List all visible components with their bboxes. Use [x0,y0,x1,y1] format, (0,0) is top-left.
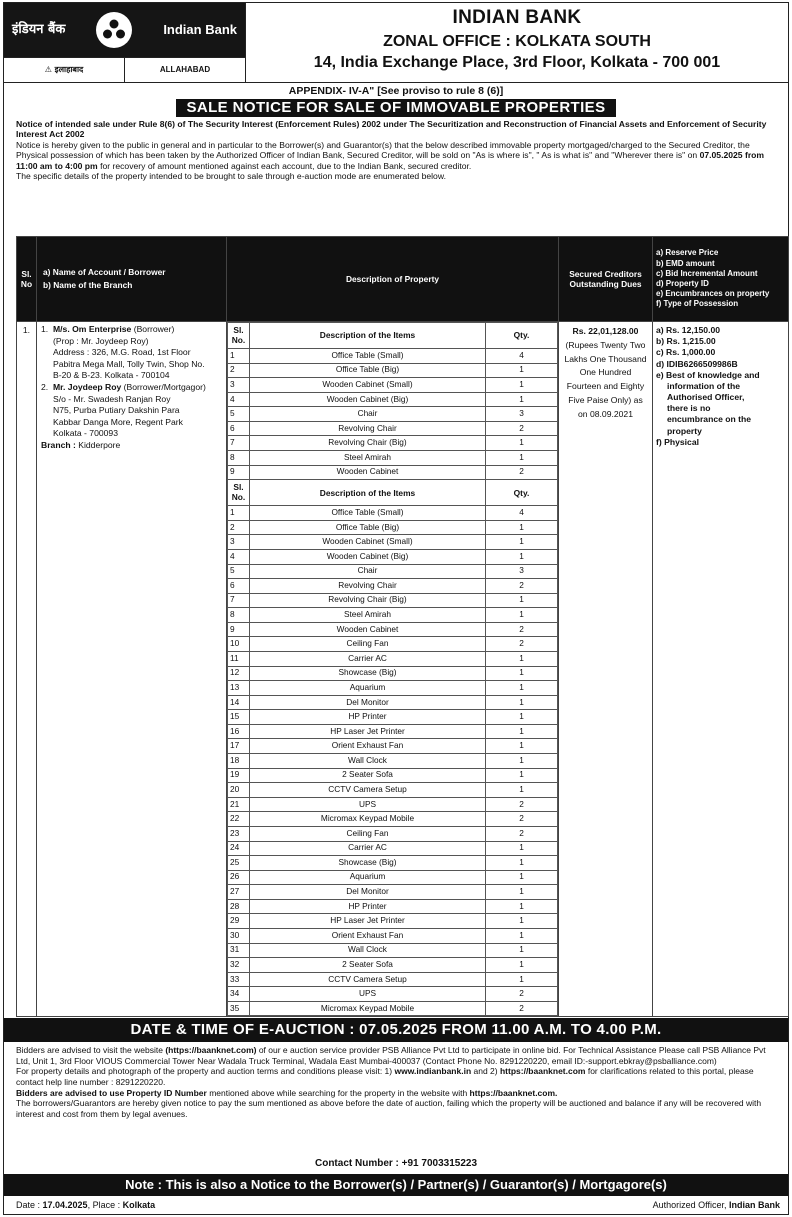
items-header-row [228,323,558,349]
dues-amount: Rs. 22,01,128.00 [572,326,639,336]
items-col-sl: Sl. No. [228,323,250,349]
item-qty: 1 [486,754,558,769]
item-desc: Ceiling Fan [250,826,486,841]
encumbrance-line: Authorised Officer, [667,392,745,403]
item-sl: 25 [228,856,250,871]
item-desc: Chair [250,407,486,422]
item-sl: 5 [228,407,250,422]
item-desc: Office Table (Small) [250,349,486,364]
item-row [228,943,558,958]
office-address: 14, India Exchange Place, 3rd Floor, Kolkata - 700 001 [313,53,721,71]
item-sl: 11 [228,651,250,666]
item-row [228,710,558,725]
item-desc: Office Table (Big) [250,363,486,378]
date-place [16,1200,155,1211]
item-row [228,421,558,436]
item-desc: Del Monitor [250,885,486,900]
branch-line [41,440,222,452]
item-qty: 1 [486,928,558,943]
officer-bank: Indian Bank [728,1200,780,1210]
item-sl: 32 [228,958,250,973]
item-desc: Steel Amirah [250,608,486,623]
authorized-officer [653,1200,780,1211]
footer-1a: Bidders are advised to visit the website [16,1045,166,1055]
footer-text [16,1045,780,1119]
item-qty: 1 [486,666,558,681]
item-qty: 1 [486,535,558,550]
col-terms [653,237,789,322]
item-row [228,506,558,521]
item-desc: CCTV Camera Setup [250,972,486,987]
borrower-1-line: B-20 & B-23. Kolkata - 700104 [53,370,170,381]
notice-text-b: for recovery of amount mentioned against each account, due to the Indian Bank, secured creditor. [97,160,472,171]
borrower-1-role: (Borrower) [131,324,175,334]
item-row [228,608,558,623]
item-sl: 29 [228,914,250,929]
sale-notice [3,2,789,1215]
item-qty: 1 [486,392,558,407]
reserve-price: a) Rs. 12,150.00 [656,325,721,335]
item-desc: Showcase (Big) [250,856,486,871]
item-qty: 4 [486,506,558,521]
logo-sub-english: ALLAHABAD [124,57,245,82]
col-account-a: a) Name of Account / Borrower [43,266,166,277]
item-row [228,349,558,364]
item-sl: 8 [228,608,250,623]
date-value: 17.04.2025 [42,1200,88,1210]
item-desc: Wooden Cabinet [250,622,486,637]
footer-2a: For property details and photograph of the property and auction terms and conditions please visit: 1) [16,1066,395,1077]
item-desc: 2 Seater Sofa [250,958,486,973]
item-sl: 12 [228,666,250,681]
item-row [228,768,558,783]
item-row [228,856,558,871]
officer-label: Authorized Officer, [652,1200,729,1210]
item-row [228,870,558,885]
item-desc: Wooden Cabinet (Big) [250,549,486,564]
item-desc: HP Laser Jet Printer [250,724,486,739]
item-qty: 1 [486,651,558,666]
item-desc: Del Monitor [250,695,486,710]
encumbrance-line: information of the [667,380,741,391]
item-desc: Carrier AC [250,841,486,856]
rule-line: Notice of intended sale under Rule 8(6) of The Security Interest (Enforcement Rules) 2002 under The Securitization and Reconstruction of Financial Assets and Enforcement of Security Interest Act 2002 [16,118,767,140]
item-desc: Wooden Cabinet (Small) [250,378,486,393]
item-desc: Micromax Keypad Mobile [250,1001,486,1016]
borrower-2 [41,382,222,394]
item-desc: Wall Clock [250,754,486,769]
item-sl: 33 [228,972,250,987]
item-qty: 2 [486,465,558,480]
footer-1c: of our e auction service provider PSB Alliance Pvt Ltd to participate in online bid. For Technical Assistance Please call PSB Alliance Pvt Ltd, Unit 1, 3rd Floor VIOUS Commercial Tower Near Wadala Truck Terminal, Wadala East Mumbai-400037 (Contact Phone No. 8291220220, email ID:-support.ebkray@psballiance.com) [16,1045,766,1066]
item-row [228,579,558,594]
property-table [16,236,789,1017]
item-sl: 10 [228,637,250,652]
item-row [228,914,558,929]
item-desc: Carrier AC [250,651,486,666]
item-row [228,622,558,637]
borrower-2-role: (Borrower/Mortgagor) [121,381,206,392]
description-cell [227,322,559,1017]
auction-date-banner: DATE & TIME OF E-AUCTION : 07.05.2025 FROM 11.00 A.M. TO 4.00 P.M. [4,1018,788,1042]
item-row [228,465,558,480]
specific-details-line: The specific details of the property intended to be brought to sale through e-auction mode are enumerated below. [16,171,446,182]
item-row [228,1001,558,1016]
item-sl: 18 [228,754,250,769]
item-sl: 6 [228,579,250,594]
item-qty: 2 [486,637,558,652]
item-desc: Wooden Cabinet (Big) [250,392,486,407]
date-label: Date : [16,1200,43,1210]
item-row [228,549,558,564]
item-qty: 2 [486,1001,558,1016]
header-text [246,3,788,82]
item-qty: 1 [486,363,558,378]
item-qty: 1 [486,593,558,608]
item-desc: Micromax Keypad Mobile [250,812,486,827]
borrower-2-line: Kabbar Danga More, Regent Park [53,416,183,427]
col-description: Description of Property [227,237,559,322]
item-sl: 15 [228,710,250,725]
item-row [228,841,558,856]
item-desc: Wooden Cabinet [250,465,486,480]
item-desc: HP Laser Jet Printer [250,914,486,929]
footer-3b: mentioned above while searching for the property in the website with [206,1087,470,1098]
item-sl: 31 [228,943,250,958]
item-row [228,564,558,579]
item-qty: 1 [486,681,558,696]
item-sl: 20 [228,783,250,798]
item-row [228,651,558,666]
place-label: , Place : [87,1200,123,1210]
item-qty: 1 [486,943,558,958]
item-row [228,972,558,987]
item-sl: 2 [228,520,250,535]
item-qty: 1 [486,608,558,623]
item-sl: 27 [228,885,250,900]
item-qty: 1 [486,710,558,725]
term-head-e: e) Encumbrances on property [656,289,770,299]
item-desc: UPS [250,987,486,1002]
borrower-1-line: Pabitra Mega Mall, Tolly Twin, Shop No. [53,358,205,369]
logo-block [4,3,246,82]
item-sl: 8 [228,451,250,466]
borrower-2-num: 2. [41,381,49,392]
item-sl: 17 [228,739,250,754]
dues-words-line: on 08.09.2021 [578,408,633,419]
items-col-desc: Description of the Items [250,480,486,506]
item-sl: 21 [228,797,250,812]
item-row [228,436,558,451]
item-desc: Steel Amirah [250,451,486,466]
item-desc: Office Table (Big) [250,520,486,535]
dues-cell [559,322,653,1017]
item-desc: Office Table (Small) [250,506,486,521]
col-account-b: b) Name of the Branch [43,280,133,290]
logo-banner [4,3,245,57]
item-row [228,899,558,914]
item-sl: 4 [228,549,250,564]
footer-para-2 [16,1066,780,1087]
item-desc: Revolving Chair (Big) [250,593,486,608]
logo-hindi-text: इंडियन बैंक [12,22,66,38]
item-qty: 1 [486,436,558,451]
property-id: d) IDIB6266509986B [656,358,738,369]
terms-cell [653,322,789,1017]
item-sl: 7 [228,436,250,451]
dues-words-line: Five Paise Only) as [568,394,643,405]
col-sl: Sl. No [17,237,37,322]
item-row [228,520,558,535]
note-banner: Note : This is also a Notice to the Borrower(s) / Partner(s) / Guarantor(s) / Mortgagore(s) [4,1174,788,1196]
item-desc: HP Printer [250,710,486,725]
col-account [37,237,227,322]
item-qty: 1 [486,724,558,739]
branch-label: Branch : [41,439,79,450]
footer-para-3 [16,1088,780,1099]
item-desc: HP Printer [250,899,486,914]
sale-title-wrap [4,99,788,117]
encumbrance-line: encumbrance on the [667,414,752,425]
item-sl: 13 [228,681,250,696]
header [4,3,788,83]
item-qty: 2 [486,421,558,436]
baanknet-link[interactable]: (https://baanknet.com) [165,1045,257,1055]
item-row [228,363,558,378]
item-row [228,451,558,466]
term-head-c: c) Bid Incremental Amount [656,268,758,278]
encumbrance-line: there is no [667,403,711,414]
borrower-1 [41,324,222,336]
item-qty: 1 [486,870,558,885]
table-header-row [17,237,789,322]
item-row [228,695,558,710]
item-qty: 2 [486,797,558,812]
item-sl: 14 [228,695,250,710]
item-sl: 1 [228,349,250,364]
item-sl: 7 [228,593,250,608]
item-qty: 2 [486,812,558,827]
encumbrance-line: property [667,425,702,436]
item-qty: 1 [486,958,558,973]
baanknet-link-3[interactable]: https://baanknet.com. [469,1087,558,1098]
item-sl: 9 [228,622,250,637]
item-row [228,637,558,652]
item-desc: Showcase (Big) [250,666,486,681]
item-qty: 2 [486,987,558,1002]
item-sl: 16 [228,724,250,739]
item-sl: 28 [228,899,250,914]
item-desc: Chair [250,564,486,579]
item-desc: Revolving Chair [250,421,486,436]
item-qty: 1 [486,520,558,535]
item-sl: 24 [228,841,250,856]
item-qty: 1 [486,885,558,900]
indian-bank-logo-icon [96,12,132,48]
borrower-1-name: M/s. Om Enterprise [53,324,132,334]
footer-2e: for clarifications related to this portal, please contact help line number : 8291220220. [16,1066,754,1087]
item-qty: 4 [486,349,558,364]
dues-words-line: (Rupees Twenty Two [565,339,646,350]
borrower-2-line: S/o - Mr. Swadesh Ranjan Roy [53,393,171,404]
bid-increment: c) Rs. 1,000.00 [656,347,716,358]
term-head-b: b) EMD amount [656,258,715,268]
item-qty: 2 [486,622,558,637]
item-sl: 30 [228,928,250,943]
item-qty: 3 [486,564,558,579]
item-sl: 3 [228,378,250,393]
contact-number: Contact Number : +91 7003315223 [314,1158,478,1169]
zonal-office: ZONAL OFFICE : KOLKATA SOUTH [383,32,651,50]
item-sl: 2 [228,363,250,378]
item-sl: 4 [228,392,250,407]
item-desc: 2 Seater Sofa [250,768,486,783]
item-sl: 34 [228,987,250,1002]
footer-para-1 [16,1045,780,1066]
item-row [228,826,558,841]
item-desc: Revolving Chair [250,579,486,594]
place-value: Kolkata [122,1200,156,1210]
item-sl: 22 [228,812,250,827]
appendix-line: APPENDIX- IV-A" [See proviso to rule 8 (6)] [288,85,504,97]
item-row [228,392,558,407]
item-qty: 1 [486,378,558,393]
notice-paragraph [16,140,778,171]
item-row [228,754,558,769]
borrower-cell [37,322,227,1017]
item-row [228,724,558,739]
borrower-2-line: Kolkata - 700093 [53,428,118,439]
row-sl: 1. [17,322,37,1017]
item-qty: 1 [486,549,558,564]
items-header-row [228,480,558,506]
item-qty: 1 [486,841,558,856]
item-qty: 1 [486,783,558,798]
item-qty: 1 [486,451,558,466]
term-head-a: a) Reserve Price [656,248,719,258]
item-qty: 1 [486,972,558,987]
possession-type: f) Physical [656,436,699,447]
item-desc: Revolving Chair (Big) [250,436,486,451]
item-sl: 26 [228,870,250,885]
item-qty: 1 [486,739,558,754]
item-sl: 35 [228,1001,250,1016]
logo-sub-hindi: ⚠ इलाहाबाद [4,57,124,82]
notice-text-a: Notice is hereby given to the public in general and in particular to the Borrower(s) and Guarantor(s) that the below described immovable property mortgaged/charged to the Secured Creditor, the Physical possession of which has been taken by the Authorized Officer of Indian Bank, Secured Creditor, will be sold on "As is where is", " As is what is" and "Wherever there is" on [16,139,750,161]
item-desc: CCTV Camera Setup [250,783,486,798]
item-qty: 2 [486,826,558,841]
item-row [228,885,558,900]
borrower-1-line: (Prop : Mr. Joydeep Roy) [53,335,149,346]
term-head-d: d) Property ID [656,279,709,288]
item-row [228,987,558,1002]
items-col-qty: Qty. [486,323,558,349]
item-qty: 1 [486,768,558,783]
item-sl: 19 [228,768,250,783]
item-sl: 6 [228,421,250,436]
dues-words-line: Fourteen and Eighty [566,381,645,391]
item-row [228,535,558,550]
item-row [228,812,558,827]
item-row [228,928,558,943]
item-desc: Wall Clock [250,943,486,958]
signature-line [16,1200,780,1211]
footer-2c: and 2) [471,1066,500,1077]
logo-english-text: Indian Bank [163,22,237,38]
item-desc: UPS [250,797,486,812]
dues-words-line: One Hundred [579,367,632,378]
item-row [228,407,558,422]
item-sl: 3 [228,535,250,550]
term-head-f: f) Type of Possession [656,299,739,309]
item-qty: 3 [486,407,558,422]
items-col-sl: Sl. No. [228,480,250,506]
item-sl: 23 [228,826,250,841]
dues-words-line: Lakhs One Thousand [564,353,647,364]
baanknet-link-2[interactable]: https://baanknet.com [499,1066,586,1077]
item-row [228,739,558,754]
item-desc: Orient Exhaust Fan [250,739,486,754]
bank-name: INDIAN BANK [452,7,582,28]
indianbank-link[interactable]: www.indianbank.in [394,1066,472,1077]
item-qty: 1 [486,914,558,929]
borrower-2-line: N75, Purba Putiary Dakshin Para [53,405,180,416]
item-row [228,666,558,681]
col-dues: Secured Creditors Outstanding Dues [559,237,653,322]
item-row [228,593,558,608]
item-desc: Ceiling Fan [250,637,486,652]
emd-amount: b) Rs. 1,215.00 [656,336,716,347]
item-row [228,378,558,393]
item-row [228,783,558,798]
borrower-1-line: Address : 326, M.G. Road, 1st Floor [53,347,191,358]
item-qty: 2 [486,579,558,594]
intro [4,117,788,182]
encumbrance-line: e) Best of knowledge and [656,369,760,380]
item-sl: 1 [228,506,250,521]
item-qty: 1 [486,899,558,914]
item-sl: 5 [228,564,250,579]
borrower-1-num: 1. [41,324,49,334]
footer-para-4: The borrowers/Guarantors are hereby given notice to pay the sum mentioned as above before the date of auction, failing which the property will be auctioned and balance if any will be recovered with interest and cost from them by legal avenues. [16,1098,762,1119]
item-sl: 9 [228,465,250,480]
item-desc: Aquarium [250,870,486,885]
item-row [228,958,558,973]
logo-sub-row [4,57,245,82]
item-row [228,681,558,696]
notice-date: 07.05.2025 from 11:00 am to 4:00 pm [16,150,765,171]
items-col-qty: Qty. [486,480,558,506]
items-col-desc: Description of the Items [250,323,486,349]
items-table [227,322,558,1016]
footer-3a: Bidders are advised to use Property ID Number [16,1087,207,1098]
item-qty: 1 [486,695,558,710]
item-desc: Aquarium [250,681,486,696]
item-desc: Orient Exhaust Fan [250,928,486,943]
branch-name: Kidderpore [78,439,121,450]
table-row [17,322,789,1017]
item-row [228,797,558,812]
borrower-2-name: Mr. Joydeep Roy [53,381,122,392]
item-qty: 1 [486,856,558,871]
item-desc: Wooden Cabinet (Small) [250,535,486,550]
sale-title: SALE NOTICE FOR SALE OF IMMOVABLE PROPERTIES [176,99,615,117]
